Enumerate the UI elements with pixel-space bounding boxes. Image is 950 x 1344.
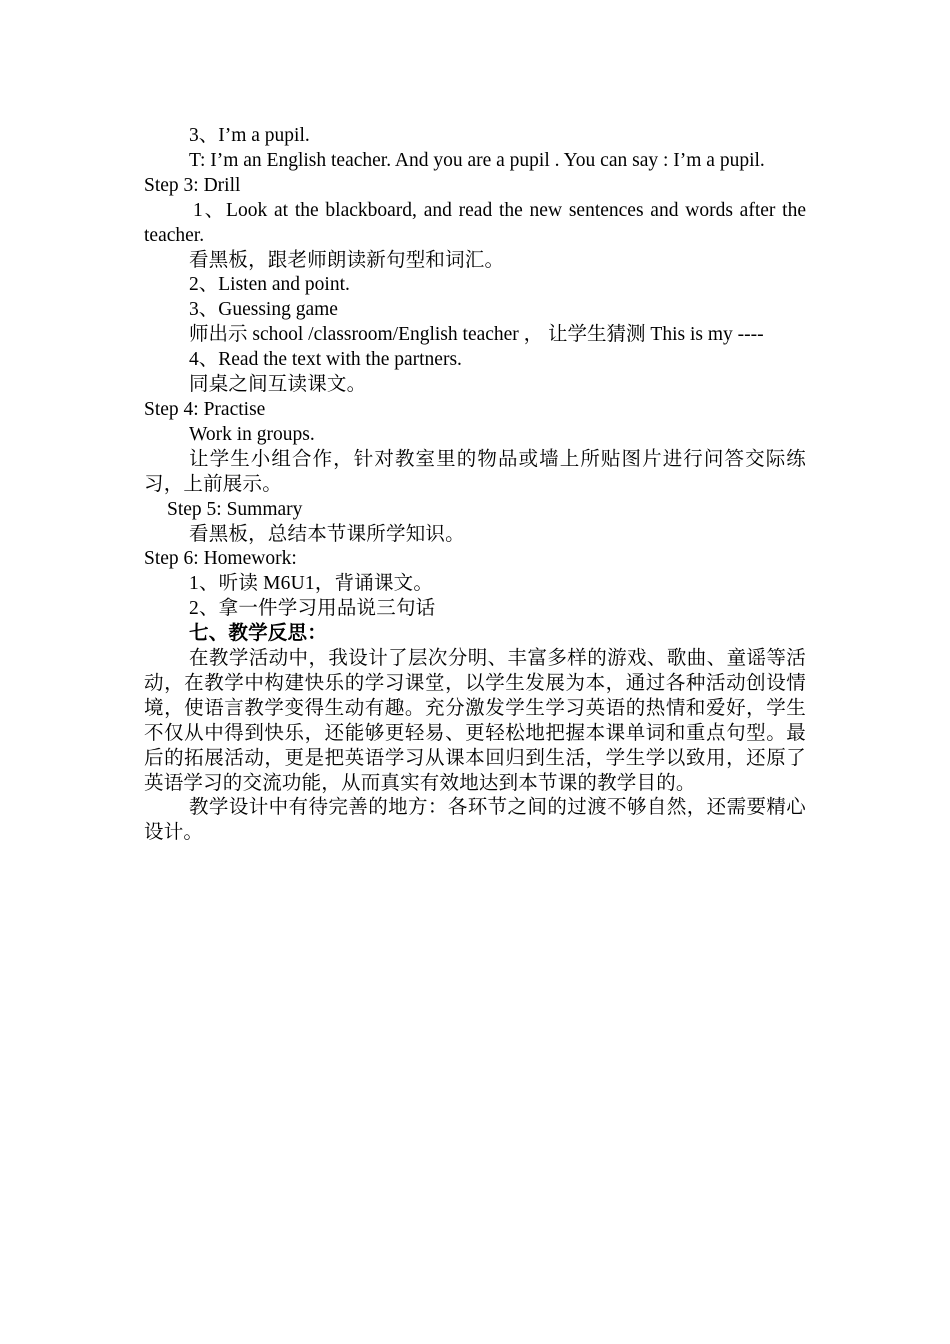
guessing-game-desc: 师出示 school /classroom/English teacher ， 让学生猜测 This is my ----: [189, 324, 764, 346]
reflection-heading: 七、教学反思：: [189, 623, 327, 645]
practise-item: Work in groups.: [189, 423, 315, 445]
drill-item-4-cn: 同桌之间互读课文。: [189, 374, 367, 396]
document-body: [144, 124, 806, 846]
step-3-heading: Step 3: Drill: [144, 174, 241, 196]
homework-item-2: 2、拿一件学习用品说三句话: [189, 598, 436, 620]
drill-item-2: 2、Listen and point.: [189, 274, 350, 296]
summary-desc: 看黑板，总结本节课所学知识。: [189, 523, 465, 545]
teacher-instruction: T: I’m an English teacher. And you are a pupil . You can say : I’m a pupil.: [189, 149, 765, 171]
practise-desc: 让学生小组合作，针对教室里的物品或墙上所贴图片进行问答交际练习，上前展示。: [144, 448, 806, 495]
drill-item-4: 4、Read the text with the partners.: [189, 349, 462, 371]
step-4-heading: Step 4: Practise: [144, 398, 266, 420]
reflection-paragraph-2: 教学设计中有待完善的地方：各环节之间的过渡不够自然，还需要精心设计。: [144, 797, 806, 844]
step-6-heading: Step 6: Homework:: [144, 548, 297, 570]
drill-item-1-cn: 看黑板，跟老师朗读新句型和词汇。: [189, 249, 505, 271]
sentence-3: 3、I’m a pupil.: [189, 125, 310, 146]
homework-item-1: 1、听读 M6U1，背诵课文。: [189, 573, 434, 595]
drill-item-3: 3、Guessing game: [189, 299, 338, 321]
reflection-paragraph-1: 在教学活动中，我设计了层次分明、丰富多样的游戏、歌曲、童谣等活动，在教学中构建快乐的学习课堂，以学生发展为本，通过各种活动创设情境，使语言教学变得生动有趣。充分激发学生学习英语的热情和爱好，学生不仅从中得到快乐，还能够更轻易、更轻松地把握本课单词和重点句型。最后的拓展活动，更是把英语学习从课本回归到生活，学生学以致用，还原了英语学习的交流功能，从而真实有效地达到本节课的教学目的。: [144, 648, 806, 794]
drill-item-1: 1、Look at the blackboard, and read the new sentences and words after the teacher.: [144, 199, 806, 246]
step-5-heading: Step 5: Summary: [167, 498, 303, 520]
